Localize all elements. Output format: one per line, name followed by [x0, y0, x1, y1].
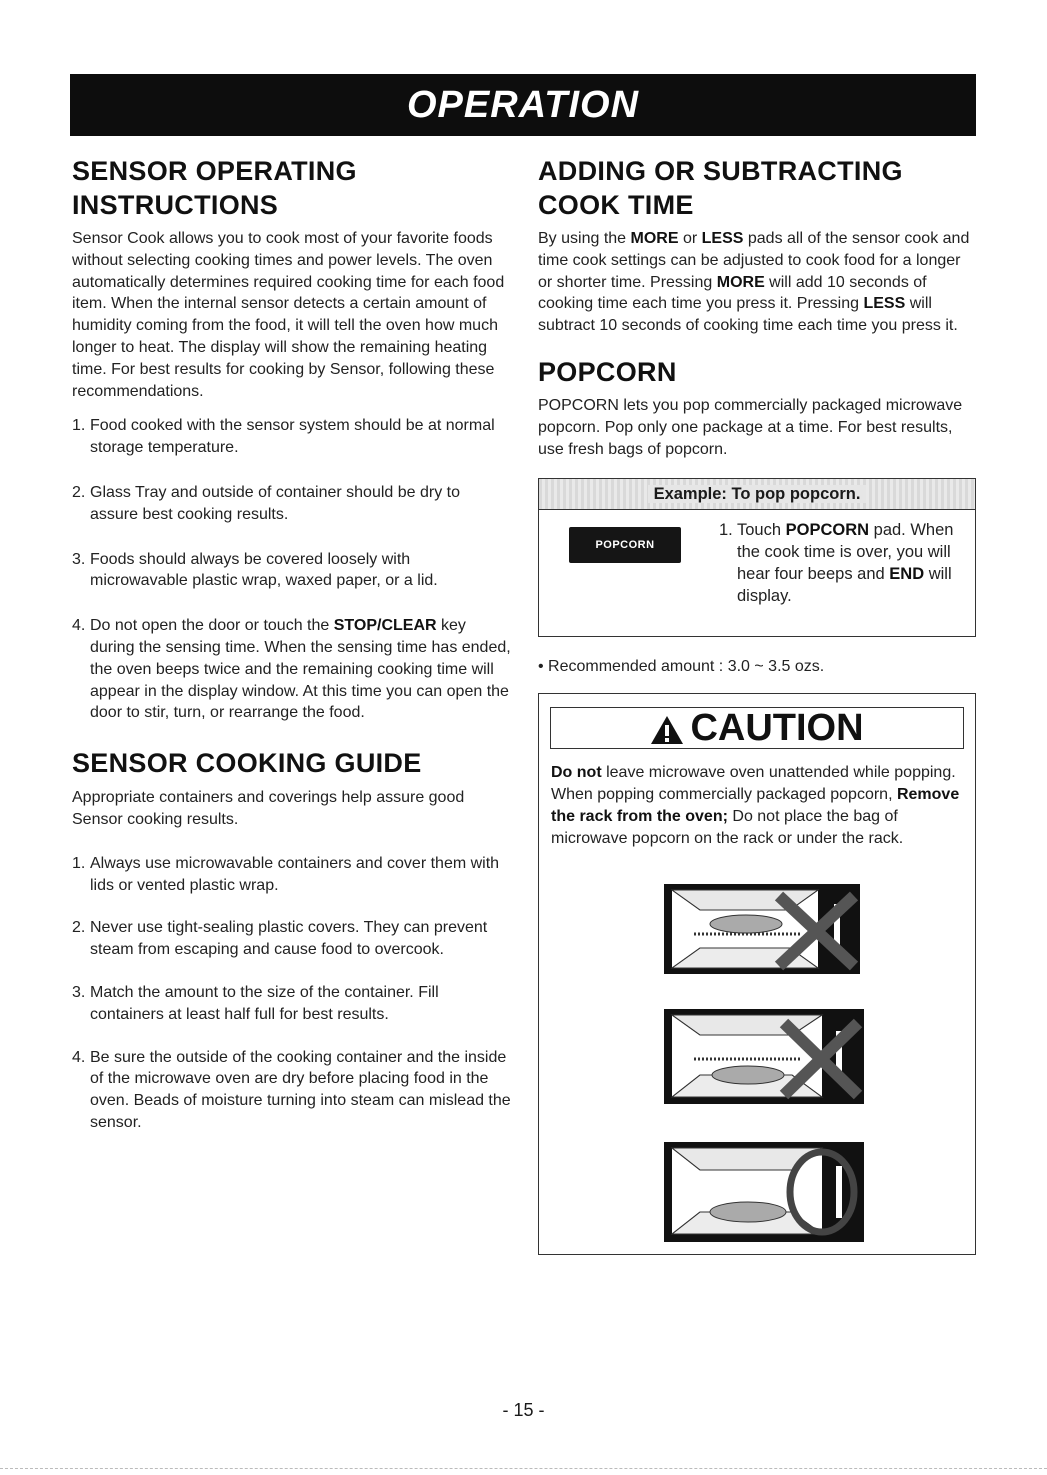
page-number: - 15 - [502, 1400, 545, 1420]
sensor-intro: Sensor Cook allows you to cook most of your favorite foods without selecting cooking times and power levels. The oven automatically determines required cooking time for each food item. When the internal sensor detects a certain amount of humidity coming from the food, it will tell the oven how much longer to heat. The display will show the remaining heating time. For best results for cooking by Sensor, following these recommendations. [72, 230, 505, 400]
page-header-banner: OPERATION [70, 74, 976, 136]
item-number: 3. [72, 983, 86, 1001]
stop-clear-key-label: STOP/CLEAR [333, 617, 437, 635]
item-text: Never use tight-sealing plastic covers. They can prevent steam from escaping and cause food to overcook. [90, 919, 488, 959]
recommended-amount: • Recommended amount : 3.0 ~ 3.5 ozs. [538, 658, 825, 676]
list-item [72, 853, 512, 897]
item-text: key during the sensing time. When the sensing time has ended, the oven beeps twice and the remaining cooking time will appear in the display window. At this time you can open the door to stir, turn, or rearrange the food. [90, 617, 511, 722]
list-item [72, 982, 512, 1026]
popcorn-intro: POPCORN lets you pop commercially packaged microwave popcorn. Pop only one package at a time. For best results, use fresh bags of popcorn. [538, 396, 963, 458]
list-item [719, 519, 969, 607]
example-steps [719, 519, 969, 607]
adding-paragraph [538, 228, 976, 337]
title-line-1: SENSOR OPERATING [72, 156, 357, 186]
text: Do not place the bag of microwave popcorn on the rack or under the rack. [551, 807, 904, 847]
popcorn-pad-button: POPCORN [569, 527, 681, 563]
do-not-label: Do not [551, 764, 602, 782]
item-number: 2. [72, 919, 86, 937]
item-text: Do not open the door or touch the [90, 617, 334, 635]
caution-label: CAUTION [690, 707, 864, 750]
text: will subtract 10 seconds of cooking time each time you press it. [538, 295, 958, 335]
text: or [678, 230, 702, 247]
adding-subtracting-title [538, 154, 976, 222]
example-header [539, 479, 975, 510]
caution-text [551, 762, 963, 849]
popcorn-pad-label: POPCORN [785, 521, 870, 540]
item-text: Match the amount to the size of the container. Fill containers at least half full for best results. [90, 983, 439, 1023]
text: pad. When the cook time is over, you will hear four beeps and [737, 521, 954, 584]
title-line-2: INSTRUCTIONS [72, 190, 279, 220]
text: pads all of the sensor cook and time cook settings can be adjusted to cook food for a longer or shorter time. Pressing [538, 230, 970, 291]
item-number: 2. [72, 483, 86, 501]
popcorn-on-tray-correct-illustration [664, 1142, 864, 1242]
more-pad-label: MORE [630, 230, 679, 247]
popcorn-on-rack-wrong-illustration [664, 884, 864, 974]
end-display-label: END [889, 565, 925, 584]
text: will display. [737, 565, 952, 606]
sensor-instructions-list [72, 415, 512, 724]
item-number: 4. [72, 617, 86, 635]
example-title: Example: To pop popcorn. [648, 485, 867, 503]
caution-box [538, 693, 976, 1255]
title-line-2: COOK TIME [538, 190, 694, 220]
item-number: 1. [72, 854, 86, 872]
list-item [72, 482, 512, 526]
item-text: Foods should always be covered loosely with microwavable plastic wrap, waxed paper, or a lid. [90, 550, 438, 590]
warning-triangle-icon [650, 715, 684, 745]
item-text: Always use microwavable containers and cover them with lids or vented plastic wrap. [90, 854, 500, 894]
right-column [538, 154, 976, 1255]
left-column [72, 154, 512, 1134]
item-number: 1. [72, 417, 86, 435]
sensor-cooking-guide-title: SENSOR COOKING GUIDE [72, 748, 422, 779]
popcorn-title: POPCORN [538, 356, 677, 387]
caution-title [550, 707, 964, 749]
popcorn-example-box [538, 478, 976, 637]
bottom-divider [0, 1468, 1047, 1469]
text: Touch [737, 521, 786, 540]
text: By using the [538, 230, 631, 247]
popcorn-under-rack-wrong-illustration [664, 1009, 864, 1104]
text: will add 10 seconds of cooking time each time you press it. Pressing [538, 273, 927, 313]
less-pad-label: LESS [863, 295, 906, 313]
list-item [72, 917, 512, 961]
guide-list [72, 853, 512, 1134]
less-pad-label: LESS [701, 230, 744, 247]
remove-rack-label: Remove the rack from the oven; [551, 785, 960, 825]
sensor-instructions-title [72, 154, 512, 222]
item-text: Food cooked with the sensor system should be at normal storage temperature. [90, 417, 495, 457]
list-item [72, 615, 512, 724]
item-text: Be sure the outside of the cooking container and the inside of the microwave oven are dry before placing food in the oven. Beads of moisture turning into steam can mislead the sensor. [90, 1048, 511, 1131]
item-text: Glass Tray and outside of container should be dry to assure best cooking results. [90, 483, 460, 523]
guide-intro: Appropriate containers and coverings help assure good Sensor cooking results. [72, 789, 465, 828]
item-number: 1. [719, 521, 733, 540]
text: leave microwave oven unattended while popping. When popping commercially packaged popcorn, [551, 764, 956, 803]
item-number: 4. [72, 1048, 86, 1066]
title-line-1: ADDING OR SUBTRACTING [538, 156, 903, 186]
item-number: 3. [72, 550, 86, 568]
more-pad-label: MORE [716, 273, 765, 291]
list-item [72, 549, 512, 593]
list-item [72, 415, 512, 459]
list-item [72, 1047, 512, 1134]
